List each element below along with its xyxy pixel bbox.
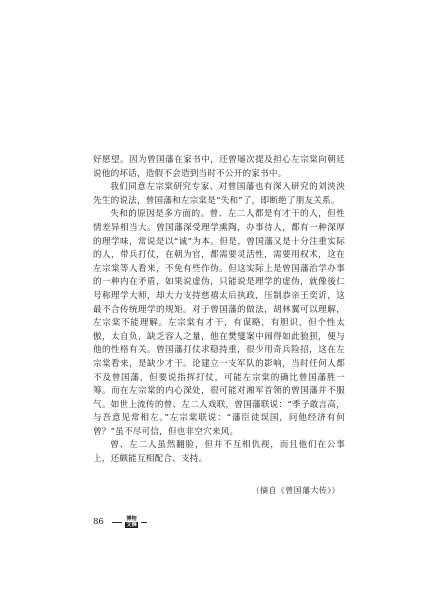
footer-rule-left <box>112 522 122 523</box>
logo-top-text: 博物 <box>126 516 137 522</box>
page-number: 86 <box>93 517 104 527</box>
paragraph-reasons: 失和的原因是多方面的。曾、左二人都是有才干的人，但性情差异相当大。曾国藩深受理学熏陶，办事待人，都有一种深厚的理学味，常说是以“诚”为本。但是，曾国藩又是十分注重实际的人，带兵打仗，在朝为官，都需要灵活性，需要用权术，这在左宗棠等人看来，不免有些作伪。但这实际上是曾国藩治学办事的一种内在矛盾，如果说虚伪，只能说是理学的虚伪，就像後仁号称理学大师，却大力支持慈禧太后执政，压制恭亲王奕䜣，这最不合传统理学的规矩。对于曾国藩的做法，胡林翼可以理解，左宗棠不能理解。左宗棠有才干，有谋略，有胆识，但个性太傲，太自负，缺乏容人之量，他在樊燮案中闹得如此狼狈，便与他的性格有关。曾国藩打仗求稳持重，很少用奇兵险招，这在左宗棠看来，是缺少才干。论建立一支军队的影响，当时任何人都不及曾国藩，但要说指挥打仗，可能左宗棠的确比曾国藩胜一筹。而在左宗棠的内心深处，很可能对湘军首领的曾国藩并不服气。如世上流传的曾、左二人戏联，曾国藩联说：“季子敢言高，与吾意见常相左。”左宗棠联说：“藩臣徒误国，问他经济有何曾？”虽不尽可信，但也非空穴来风。 <box>93 209 345 437</box>
logo-bottom-text: 文摘 <box>126 522 137 528</box>
paragraph-continuation: 好愿望。因为曾国藩在家书中，还曾屡次提及担心左宗棠向朝廷说他的坏话，造假不会造到当时不公开的家书中。 <box>93 155 345 179</box>
source-attribution: （摘自《曾国藩大传》） <box>251 486 340 495</box>
magazine-logo <box>123 514 140 530</box>
paragraph-opinion: 我们同意左宗棠研究专家、对曾国藩也有深入研究的刘泱泱先生的说法，曾国藩和左宗棠是“失和”了，即断绝了朋友关系。 <box>93 182 345 206</box>
body-text <box>93 154 345 467</box>
footer-rule-right <box>141 522 147 523</box>
paragraph-conclusion: 曾、左二人虽然翻脸，但并不互相仇视，而且他们在公事上，还颇能互相配合、支持。 <box>93 440 345 465</box>
